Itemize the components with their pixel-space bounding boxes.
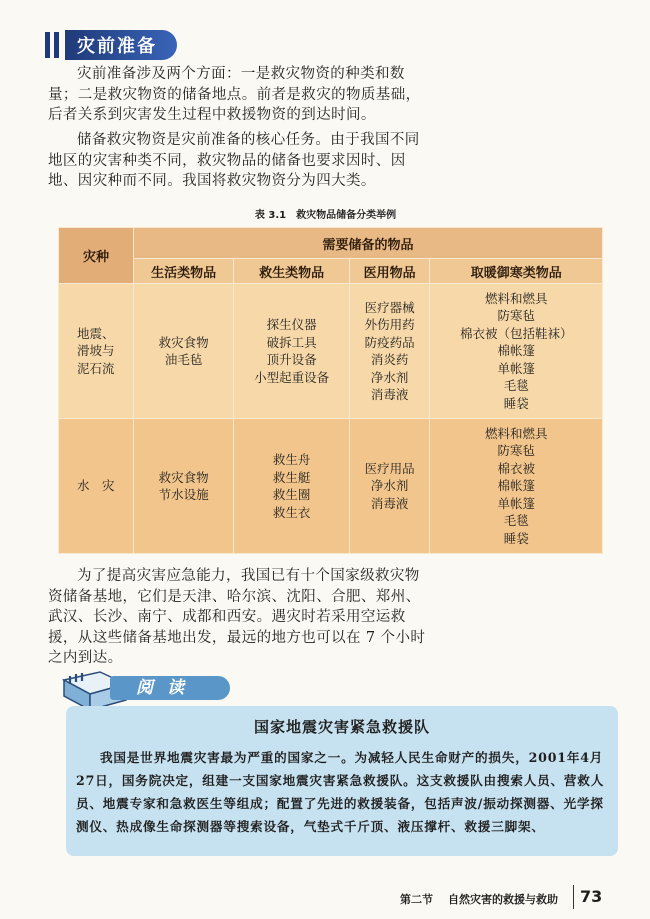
column-header: 救生类物品 bbox=[234, 259, 350, 284]
cell-item: 消炎药 bbox=[370, 352, 409, 367]
cell-item: 地震、 bbox=[77, 325, 115, 341]
column-header: 生活类物品 bbox=[134, 259, 234, 284]
cell-item: 防寒毡 bbox=[497, 308, 535, 324]
cell-item: 水 灾 bbox=[77, 478, 115, 494]
table-row bbox=[59, 419, 603, 554]
cell-item: 消毒液 bbox=[370, 495, 409, 511]
footer-section: 第二节 bbox=[400, 893, 433, 906]
cell-item: 燃料和燃具 bbox=[484, 425, 548, 441]
table-group-header: 需要储备的物品 bbox=[134, 228, 603, 259]
cell-item: 油毛毡 bbox=[164, 352, 203, 367]
cell-item: 防寒毡 bbox=[497, 443, 535, 459]
reading-title: 国家地震灾害紧急救援队 bbox=[253, 718, 430, 736]
cell-item: 睡袋 bbox=[503, 530, 529, 546]
column-header: 取暖御寒类物品 bbox=[430, 259, 603, 284]
reading-body: 我国是世界地震灾害最为严重的国家之一。为减轻人民生命财产的损失，2001年4月27日，国务院决定，组建一支国家地震灾害紧急救援队。这支救援队由搜索人员、营救人员、地震专家和急救医生等组成；配置了先进的救援装备，包括声波/振动探测器、光学探测仪、热成像生命探测器等搜索设备，气垫式千斤顶、液压撑杆、救援三脚架、 bbox=[76, 750, 605, 834]
intro-paragraph-1: 灾前准备涉及两个方面：一是救灾物资的种类和数量；二是救灾物资的储备地点。前者是救灾的物质基础，后者关系到灾害发生过程中救援物资的到达时间。 bbox=[48, 66, 421, 123]
cell-item: 救灾食物 bbox=[158, 469, 209, 485]
cell-item: 棉帐篷 bbox=[497, 478, 535, 494]
storage-bases-paragraph: 为了提高灾害应急能力，我国已有十个国家级救灾物资储备基地，它们是天津、哈尔滨、沈阳、合肥、郑州、武汉、长沙、南宁、成都和西安。遇灾时若采用空运救援，从这些储备基地出发，最远的地方也可以在 7 个小时之内到达。 bbox=[48, 568, 426, 666]
rescue-items-cell bbox=[234, 419, 350, 554]
cell-item: 医疗器械 bbox=[364, 299, 415, 315]
footer-chapter-title: 自然灾害的救援与救助 bbox=[448, 893, 558, 906]
cell-item: 毛毯 bbox=[503, 378, 529, 394]
disaster-kind-cell bbox=[59, 284, 134, 419]
warm-items-cell bbox=[430, 284, 603, 419]
cell-item: 净水剂 bbox=[370, 478, 409, 494]
cell-item: 棉衣被 bbox=[497, 460, 535, 476]
cell-item: 救生艇 bbox=[272, 469, 311, 485]
medical-items-cell bbox=[349, 419, 430, 554]
cell-item: 破拆工具 bbox=[266, 334, 317, 350]
table-caption: 表 3.1 救灾物品储备分类举例 bbox=[254, 210, 397, 221]
reading-label: 阅读 bbox=[110, 676, 230, 700]
section-header bbox=[45, 31, 177, 59]
cell-item: 泥石流 bbox=[77, 360, 115, 376]
medical-items-cell bbox=[349, 284, 430, 419]
cell-item: 消毒液 bbox=[370, 387, 409, 402]
cell-item: 节水设施 bbox=[158, 487, 209, 502]
living-items-cell bbox=[134, 419, 234, 554]
cell-item: 救生圈 bbox=[272, 487, 311, 502]
table-row bbox=[59, 284, 603, 419]
cell-item: 救灾食物 bbox=[158, 334, 209, 350]
cell-item: 棉衣被（包括鞋袜） bbox=[459, 325, 573, 341]
rescue-items-cell bbox=[234, 284, 350, 419]
disaster-kind-cell bbox=[59, 419, 134, 554]
footer-divider bbox=[573, 885, 574, 909]
cell-item: 医疗用品 bbox=[364, 460, 415, 476]
warm-items-cell bbox=[430, 419, 603, 554]
cell-item: 净水剂 bbox=[370, 369, 409, 385]
intro-paragraph-2: 储备救灾物资是灾前准备的核心任务。由于我国不同地区的灾害种类不同，救灾物品的储备也要求因时、因地、因灾种而不同。我国将救灾物资分为四大类。 bbox=[48, 132, 420, 189]
cell-item: 燃料和燃具 bbox=[484, 290, 548, 306]
header-stripes-decoration bbox=[45, 32, 59, 58]
cell-item: 救生衣 bbox=[272, 504, 311, 520]
page-number: 73 bbox=[580, 887, 603, 906]
cell-item: 单帐篷 bbox=[497, 495, 535, 511]
cell-item: 单帐篷 bbox=[497, 360, 535, 376]
column-header: 医用物品 bbox=[349, 259, 430, 284]
cell-item: 防疫药品 bbox=[364, 334, 415, 350]
living-items-cell bbox=[134, 284, 234, 419]
supplies-table bbox=[58, 227, 603, 554]
cell-item: 睡袋 bbox=[503, 395, 529, 411]
cell-item: 顶升设备 bbox=[266, 352, 317, 367]
cell-item: 救生舟 bbox=[272, 452, 311, 467]
cell-item: 毛毯 bbox=[503, 513, 529, 529]
cell-item: 外伤用药 bbox=[364, 317, 415, 332]
cell-item: 探生仪器 bbox=[266, 317, 317, 332]
table-kind-header: 灾种 bbox=[59, 228, 134, 284]
cell-item: 小型起重设备 bbox=[254, 369, 330, 385]
section-title: 灾前准备 bbox=[65, 30, 177, 60]
cell-item: 滑坡与 bbox=[77, 343, 115, 359]
cell-item: 棉帐篷 bbox=[497, 343, 535, 359]
